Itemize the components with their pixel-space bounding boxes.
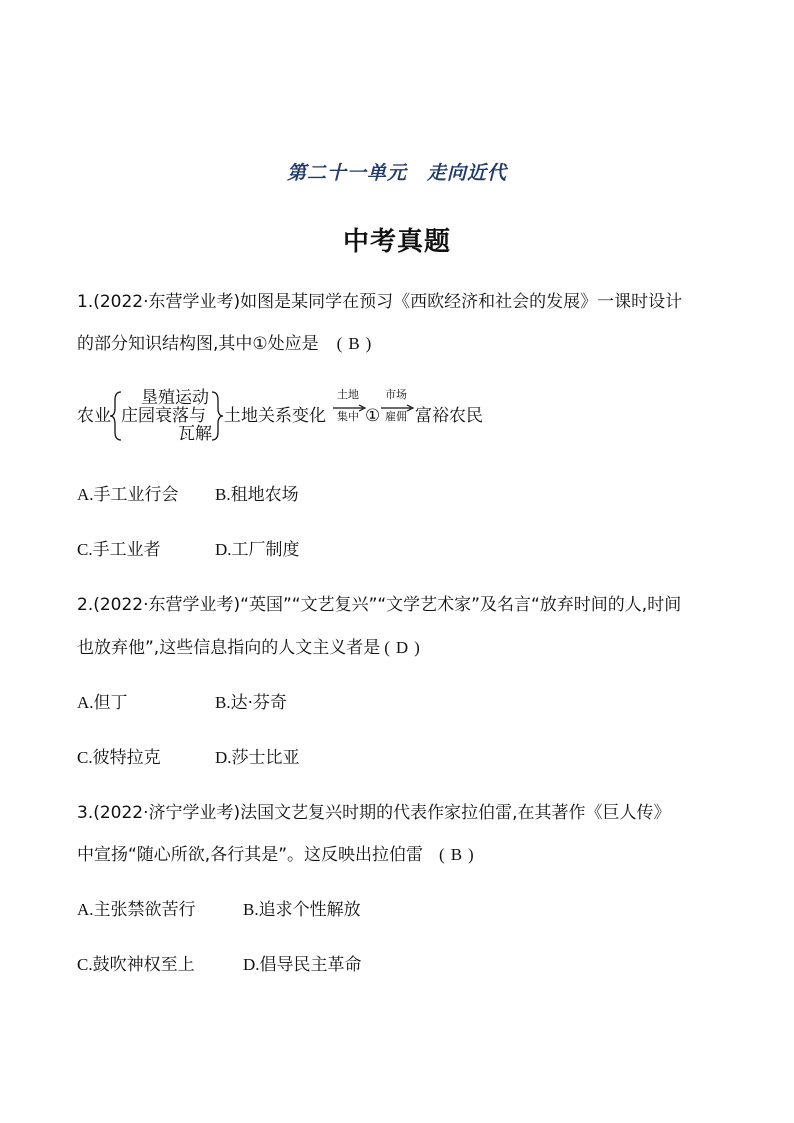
diagram-blank: ① xyxy=(365,406,381,426)
question-3-stem: 中宣扬“随心所欲,各行其是”。这反映出拉伯雷 xyxy=(77,845,424,865)
question-2-answer: D xyxy=(395,638,409,657)
diagram-branch-mid: 庄园衰落与 xyxy=(121,406,206,426)
question-1-option-b: B.租地农场 xyxy=(215,485,299,505)
diagram-middle: 土地关系变化 xyxy=(224,406,326,426)
diagram-branch-bot: 瓦解 xyxy=(178,424,212,444)
diagram-root: 农业 xyxy=(77,406,111,426)
question-3-option-c: C.鼓吹神权至上 xyxy=(77,955,195,975)
question-3-answer: B xyxy=(450,845,463,864)
question-2-line-1: 2.(2022·东营学业考)“英国”“文艺复兴”“文学艺术家”及名言“放弃时间的人,时间 xyxy=(77,595,682,615)
question-2-option-d: D.莎士比亚 xyxy=(215,748,300,768)
question-2-option-c: C.彼特拉克 xyxy=(77,748,161,768)
diagram-arrow2-bottom: 雇佣 xyxy=(385,410,407,423)
knowledge-structure-diagram xyxy=(77,386,537,446)
question-3-option-d: D.倡导民主革命 xyxy=(243,955,362,975)
diagram-arrow1-top: 土地 xyxy=(337,388,359,401)
diagram-branch-top: 垦殖运动 xyxy=(141,388,209,408)
question-3-option-b: B.追求个性解放 xyxy=(243,900,361,920)
question-1-answer: B xyxy=(348,334,360,353)
question-2-stem: 也放弃他”,这些信息指向的人文主义者是 xyxy=(77,638,381,658)
unit-title: 第二十一单元 走向近代 xyxy=(286,162,507,184)
diagram-arrow2-top: 市场 xyxy=(385,388,407,401)
question-1-option-a: A.手工业行会 xyxy=(77,485,179,505)
question-1-option-c: C.手工业者 xyxy=(77,540,161,560)
question-2-option-a: A.但丁 xyxy=(77,693,128,713)
question-3-line-1: 3.(2022·济宁学业考)法国文艺复兴时期的代表作家拉伯雷,在其著作《巨人传》 xyxy=(77,803,671,823)
question-3-line-2: 中宣扬“随心所欲,各行其是”。这反映出拉伯雷 ( B ) xyxy=(77,845,474,865)
question-3-option-a: A.主张禁欲苦行 xyxy=(77,900,196,920)
question-1-option-d: D.工厂制度 xyxy=(215,540,300,560)
diagram-arrow1-bottom: 集中 xyxy=(337,410,359,423)
question-1-stem: 的部分知识结构图,其中①处应是 xyxy=(77,334,319,354)
diagram-result: 富裕农民 xyxy=(415,406,483,426)
question-1-line-2: 的部分知识结构图,其中①处应是 ( B ) xyxy=(77,334,372,354)
question-1-line-1: 1.(2022·东营学业考)如图是某同学在预习《西欧经济和社会的发展》一课时设计 xyxy=(77,292,683,312)
section-title: 中考真题 xyxy=(342,227,451,257)
question-2-line-2: 也放弃他”,这些信息指向的人文主义者是 ( D ) xyxy=(77,638,420,658)
question-2-option-b: B.达·芬奇 xyxy=(215,693,287,713)
